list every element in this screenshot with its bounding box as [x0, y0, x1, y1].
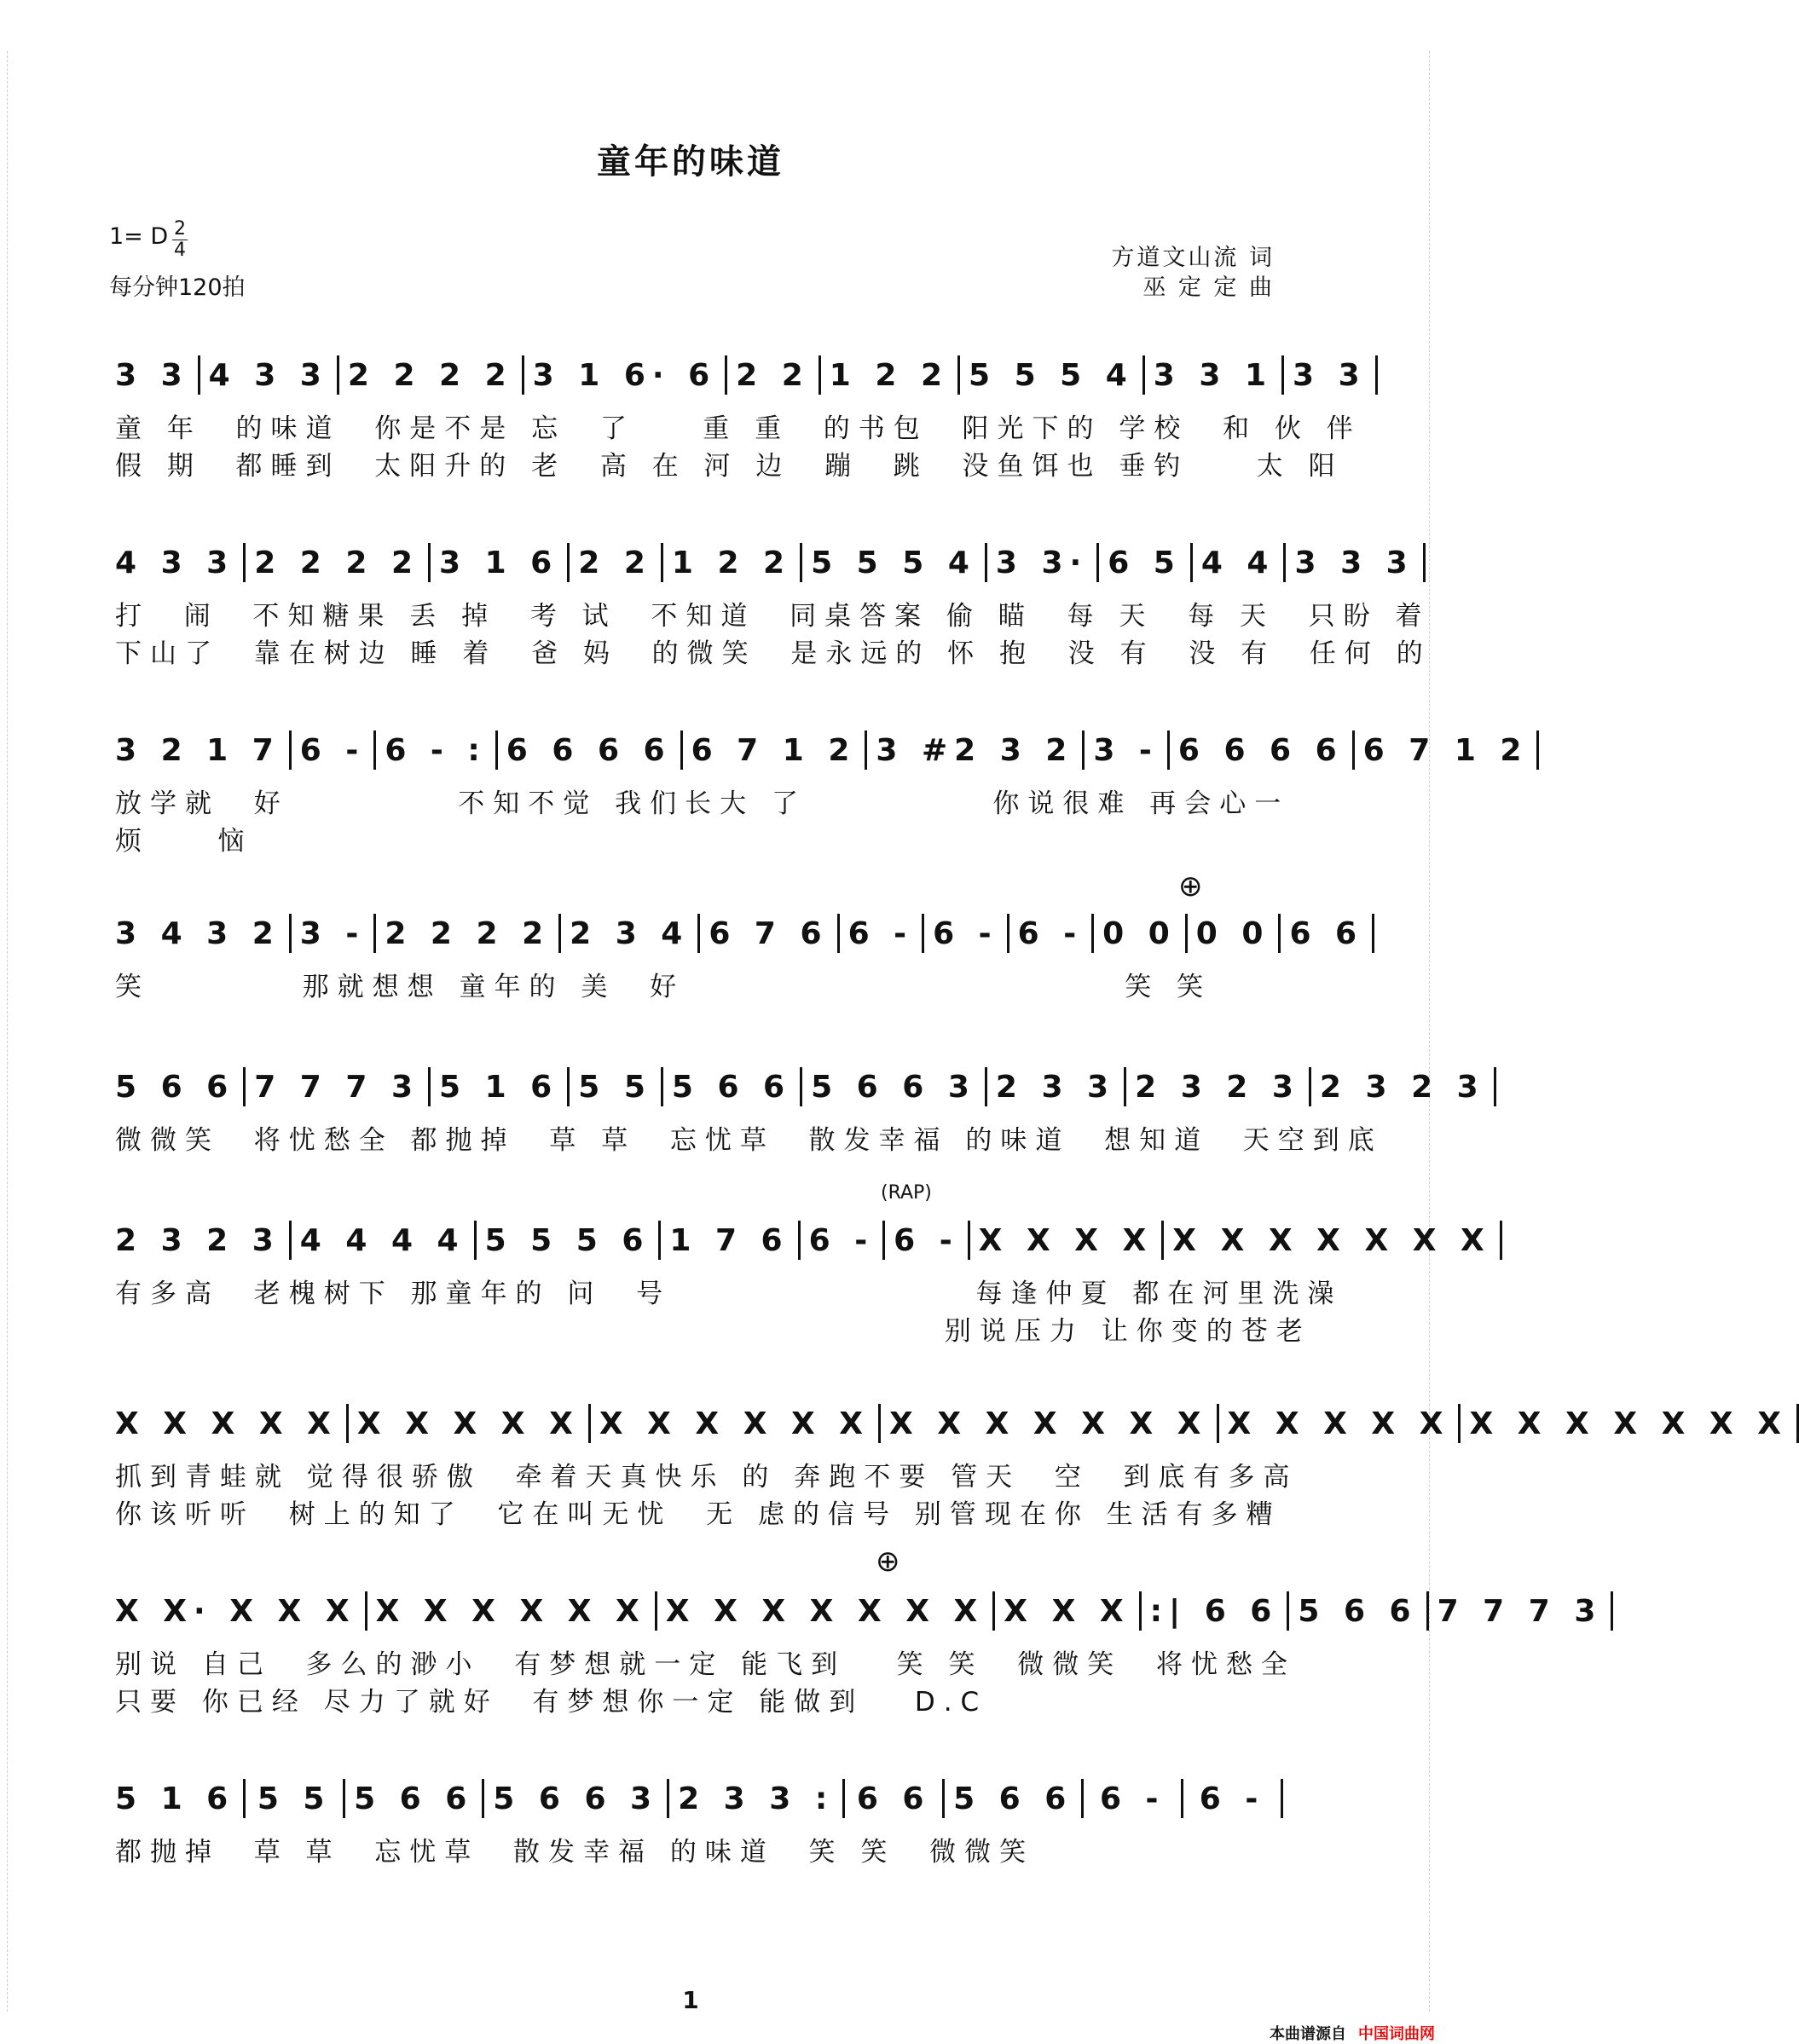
- lyric-verse-2: 只要 你已经 尽力了就好 有梦想你一定 能做到 D.C: [115, 1687, 988, 1718]
- measure: :| 6 6: [1142, 1591, 1290, 1631]
- left-border: [7, 51, 23, 2012]
- measure: 2 2: [727, 355, 821, 395]
- lyric-verse-1: 别说 自己 多么的渺小 有梦想就一定 能飞到 笑 笑 微微笑 将忧愁全: [115, 1649, 1296, 1680]
- measure: 2 3 3: [987, 1067, 1126, 1106]
- measure: 5 6 6: [945, 1779, 1084, 1818]
- notation-line: [115, 912, 1364, 955]
- measure: 3 -: [1085, 730, 1170, 770]
- lyric-verse-2: 下山了 靠在树边 睡 着 爸 妈 的微笑 是永远的 怀 抱 没 有 没 有 任何 的: [115, 638, 1432, 669]
- measure: 7 7 7 3: [246, 1067, 431, 1106]
- measure: 2 3 3 :: [669, 1779, 845, 1818]
- measure: 6 -: [292, 730, 377, 770]
- measure: 6 -: [924, 914, 1009, 953]
- measure: 6 7 1 2: [683, 730, 868, 770]
- footer-source: [1270, 2022, 1435, 2044]
- lyric-verse-1: 童 年 的味道 你是不是 忘 了 重 重 的书包 阳光下的 学校 和 伙 伴: [115, 413, 1362, 444]
- measure: 2 2 2 2: [339, 355, 524, 395]
- measure: X X X X X X X: [657, 1591, 996, 1631]
- rap-marking: (RAP): [881, 1182, 932, 1204]
- measure: 2 3 2 3: [115, 1221, 292, 1260]
- measure: 2 3 2 3: [1126, 1067, 1311, 1106]
- measure: 0 0: [1188, 914, 1281, 953]
- footer-brand[interactable]: 中国词曲网: [1358, 2025, 1435, 2043]
- tempo: 每分钟120拍: [109, 274, 246, 301]
- notation-line: [115, 354, 1367, 396]
- page-number: 1: [682, 1986, 699, 2014]
- time-signature-bottom: 4: [174, 240, 186, 261]
- measure: 6 7 1 2: [1355, 730, 1540, 770]
- measure: 6 - :: [376, 730, 497, 770]
- measure: 5 5: [570, 1067, 663, 1106]
- measure: 6 5: [1099, 543, 1193, 582]
- measure: 5 1 6: [431, 1067, 570, 1106]
- measure: 3 -: [292, 914, 377, 953]
- measure: 2 2 2 2: [246, 543, 431, 582]
- measure: 1 7 6: [661, 1221, 800, 1260]
- measure: 3 3 3: [1286, 543, 1425, 582]
- measure: 3 3 1: [1145, 355, 1284, 395]
- segno-icon: ⊕: [876, 1545, 900, 1579]
- notation-line: [115, 1777, 1283, 1820]
- measure: 5 6 6: [663, 1067, 802, 1106]
- measure: X X· X X X: [115, 1591, 367, 1631]
- measure: X X X: [995, 1591, 1141, 1631]
- measure: X X X X: [970, 1221, 1165, 1260]
- measure: 6 6 6 6: [498, 730, 683, 770]
- lyric-verse-1: 微微笑 将忧愁全 都抛掉 草 草 忘忧草 散发幸福 的味道 想知道 天空到底: [115, 1125, 1383, 1156]
- measure: 1 2 2: [821, 355, 960, 395]
- lyric-verse-1: 抓到青蛙就 觉得很骄傲 牵着天真快乐 的 奔跑不要 管天 空 到底有多高: [115, 1462, 1299, 1493]
- measure: 3 1 6· 6: [524, 355, 727, 395]
- measure: 6 -: [1009, 914, 1095, 953]
- composer-credit: 巫 定 定 曲: [1142, 274, 1275, 301]
- key-signature: 1= D: [109, 223, 169, 250]
- measure: 5 1 6: [115, 1779, 246, 1818]
- measure: 3 4 3 2: [115, 914, 292, 953]
- measure: 6 6: [1281, 914, 1374, 953]
- notation-line: [115, 1590, 1603, 1632]
- measure: 5 6 6: [345, 1779, 484, 1818]
- measure: X X X X X X X: [1461, 1404, 1799, 1443]
- measure: X X X X X: [115, 1404, 349, 1443]
- measure: 3 3: [115, 355, 200, 395]
- measure: 6 -: [885, 1221, 970, 1260]
- notation-line: [115, 541, 1414, 584]
- measure: 6 -: [840, 914, 925, 953]
- lyric-verse-2: 烦 恼: [115, 826, 253, 857]
- lyric-verse-2: 假 期 都睡到 太阳升的 老 高 在 河 边 蹦 跳 没鱼饵也 垂钓 太 阳: [115, 451, 1344, 482]
- measure: 5 5 5 6: [477, 1221, 662, 1260]
- measure: X X X X X X: [367, 1591, 657, 1631]
- time-signature: [172, 220, 188, 260]
- lyric-verse-2: 别说压力 让你变的苍老: [115, 1316, 1311, 1347]
- measure: 1 2 2: [663, 543, 802, 582]
- lyric-verse-1: 笑 那就想想 童年的 美 好 笑 笑: [115, 972, 1212, 1002]
- measure: 5 6 6 3: [802, 1067, 987, 1106]
- measure: 7 7 7 3: [1429, 1591, 1614, 1631]
- notation-line: [115, 1065, 1485, 1108]
- measure: X X X X X: [349, 1404, 591, 1443]
- footer-prefix: 本曲谱源自: [1270, 2025, 1346, 2043]
- measure: 2 2: [570, 543, 663, 582]
- measure: 6 6 6 6: [1170, 730, 1355, 770]
- measure: 4 3 3: [200, 355, 339, 395]
- measure: X X X X X X: [591, 1404, 881, 1443]
- segno-icon: ⊕: [1178, 869, 1203, 904]
- measure: 6 -: [1183, 1779, 1283, 1818]
- lyric-verse-1: 有多高 老槐树下 那童年的 问 号 每逢仲夏 都在河里洗澡: [115, 1279, 1343, 1309]
- measure: 5 6 6: [1289, 1591, 1428, 1631]
- measure: 0 0: [1094, 914, 1188, 953]
- measure: 5 5: [246, 1779, 345, 1818]
- measure: 3 1 6: [431, 543, 570, 582]
- measure: 5 5 5 4: [960, 355, 1145, 395]
- measure: 4 4 4 4: [292, 1221, 477, 1260]
- measure: 6 6: [845, 1779, 945, 1818]
- measure: 3 #2 3 2: [867, 730, 1085, 770]
- right-border: [1429, 51, 1445, 2012]
- measure: 2 2 2 2: [376, 914, 561, 953]
- measure: 5 6 6 3: [484, 1779, 669, 1818]
- measure: 5 5 5 4: [802, 543, 987, 582]
- lyric-verse-1: 放学就 好 不知不觉 我们长大 了 你说很难 再会心一: [115, 788, 1290, 819]
- lyric-verse-1: 都抛掉 草 草 忘忧草 散发幸福 的味道 笑 笑 微微笑: [115, 1837, 1035, 1868]
- measure: X X X X X X X: [1164, 1221, 1502, 1260]
- measure: 2 3 4: [561, 914, 700, 953]
- measure: X X X X X X X: [881, 1404, 1219, 1443]
- notation-line: [115, 1402, 1788, 1445]
- notation-line: [115, 1219, 1491, 1262]
- measure: 6 7 6: [700, 914, 839, 953]
- lyric-verse-1: 打 闹 不知糖果 丢 掉 考 试 不知道 同桌答案 偷 瞄 每 天 每 天 只盼 着: [115, 601, 1431, 632]
- notation-line: [115, 729, 1529, 771]
- time-signature-top: 2: [174, 218, 186, 240]
- measure: 6 -: [1084, 1779, 1183, 1818]
- lyric-verse-2: 你该听听 树上的知了 它在叫无忧 无 虑的信号 别管现在你 生活有多糟: [115, 1499, 1281, 1530]
- song-title: 童年的味道: [597, 142, 784, 182]
- measure: 4 3 3: [115, 543, 246, 582]
- measure: 6 -: [801, 1221, 886, 1260]
- measure: 2 3 2 3: [1311, 1067, 1496, 1106]
- measure: 3 3: [1284, 355, 1378, 395]
- measure: 3 3·: [987, 543, 1099, 582]
- lyricist-credit: 方道文山流 词: [1111, 245, 1275, 271]
- measure: X X X X X: [1219, 1404, 1461, 1443]
- measure: 4 4: [1193, 543, 1287, 582]
- measure: 3 2 1 7: [115, 730, 292, 770]
- measure: 5 6 6: [115, 1067, 246, 1106]
